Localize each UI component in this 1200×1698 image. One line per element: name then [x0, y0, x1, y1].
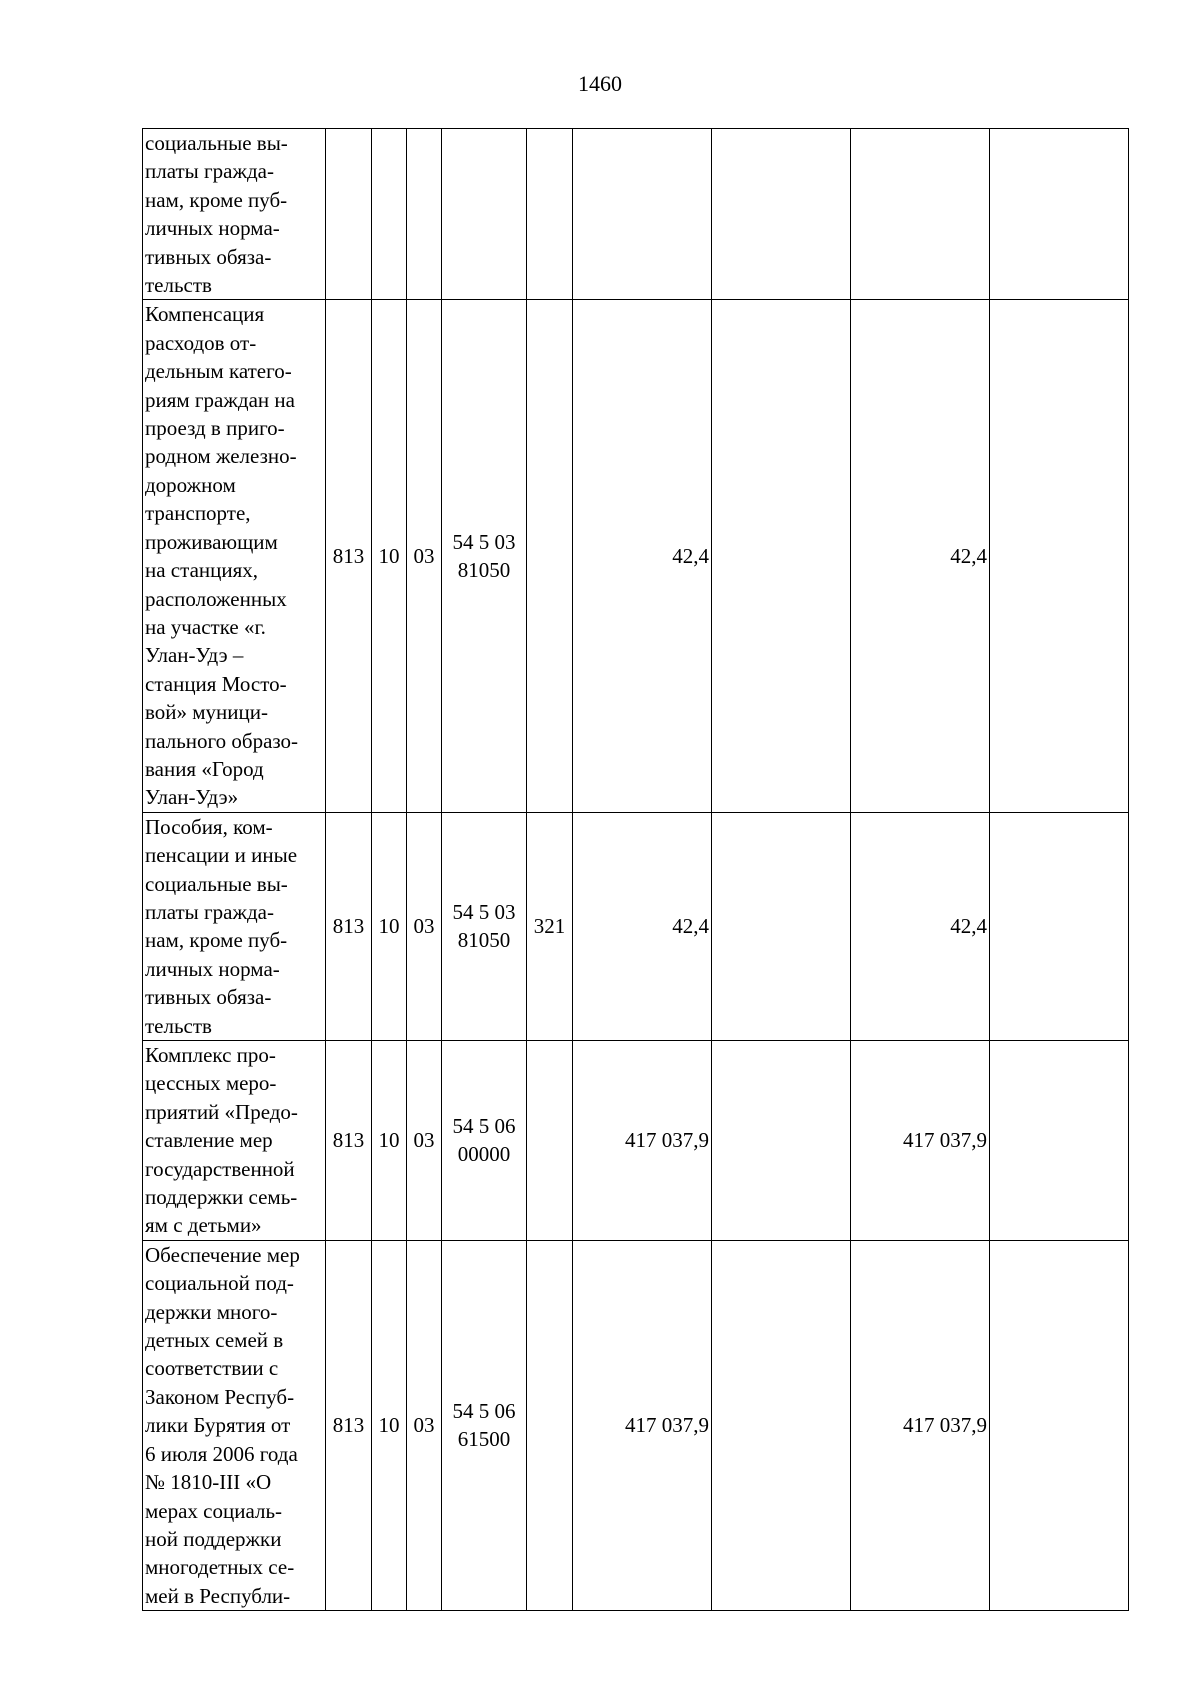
pr-cell: [407, 129, 442, 300]
row-name-line: многодетных се-: [145, 1555, 295, 1580]
row-name-line: мей в Республи-: [145, 1583, 291, 1608]
row-name-cell: [143, 1041, 326, 1241]
row-name-line: проезд в приго-: [145, 416, 285, 441]
row-name-line: нам, кроме пуб-: [145, 928, 288, 953]
row-name-line: дорожном: [145, 472, 236, 497]
amount-1-cell: 417 037,9: [573, 1240, 712, 1610]
amount-3-cell: [851, 129, 990, 300]
row-name-line: приятий «Предо-: [145, 1099, 298, 1124]
rz-cell: 10: [372, 300, 407, 812]
rz-cell: 10: [372, 1041, 407, 1241]
table-row: [143, 1240, 1129, 1610]
csr-cell: [442, 300, 527, 812]
vr-cell: [527, 300, 573, 812]
amount-4-cell: [990, 1041, 1129, 1241]
amount-3-cell: 417 037,9: [851, 1240, 990, 1610]
amount-3-cell: 42,4: [851, 300, 990, 812]
row-name-line: на станциях,: [145, 558, 259, 583]
amount-3-cell: 42,4: [851, 812, 990, 1040]
amount-1-cell: 42,4: [573, 300, 712, 812]
csr-part-2: 81050: [457, 928, 511, 953]
row-name-line: на участке «г.: [145, 614, 266, 639]
row-name-line: Законом Респуб-: [145, 1384, 295, 1409]
page-number: 1460: [578, 71, 622, 96]
vr-cell: [527, 129, 573, 300]
grbs-cell: 813: [326, 812, 372, 1040]
row-name-line: тельств: [145, 273, 212, 298]
row-name-line: государственной: [145, 1156, 295, 1181]
row-name-line: мерах социаль-: [145, 1498, 283, 1523]
amount-2-cell: [712, 1041, 851, 1241]
pr-cell: 03: [407, 300, 442, 812]
row-name-line: пального образо-: [145, 728, 299, 753]
row-name-line: тивных обяза-: [145, 244, 272, 269]
row-name-line: ям с детьми»: [145, 1213, 262, 1238]
csr-part-1: 54 5 06: [452, 1114, 516, 1139]
csr-cell: [442, 1041, 527, 1241]
table-row: [143, 300, 1129, 812]
amount-1-cell: 42,4: [573, 812, 712, 1040]
row-name-line: держки много-: [145, 1299, 278, 1324]
amount-4-cell: [990, 1240, 1129, 1610]
row-name-line: цессных меро-: [145, 1071, 277, 1096]
row-name-line: соответствии с: [145, 1356, 279, 1381]
table-row: [143, 812, 1129, 1040]
pr-cell: 03: [407, 1240, 442, 1610]
row-name-line: платы гражда-: [145, 899, 274, 924]
row-name-line: расходов от-: [145, 330, 257, 355]
grbs-cell: [326, 129, 372, 300]
csr-part-2: 00000: [457, 1142, 511, 1167]
amount-4-cell: [990, 300, 1129, 812]
csr-part-1: 54 5 03: [452, 900, 516, 925]
row-name-line: транспорте,: [145, 501, 251, 526]
row-name-line: вания «Город: [145, 756, 264, 781]
row-name-cell: [143, 812, 326, 1040]
row-name-line: социальные вы-: [145, 131, 288, 155]
row-name-line: 6 июля 2006 года: [145, 1441, 298, 1466]
amount-3-cell: 417 037,9: [851, 1041, 990, 1241]
row-name-cell: [143, 1240, 326, 1610]
vr-cell: 321: [527, 812, 573, 1040]
pr-cell: 03: [407, 1041, 442, 1241]
row-name-line: вой» муници-: [145, 700, 268, 725]
amount-2-cell: [712, 300, 851, 812]
row-name-line: платы гражда-: [145, 159, 274, 184]
row-name-line: проживающим: [145, 529, 278, 554]
row-name-line: Обеспечение мер: [145, 1242, 300, 1267]
amount-4-cell: [990, 812, 1129, 1040]
amount-2-cell: [712, 812, 851, 1040]
grbs-cell: 813: [326, 1240, 372, 1610]
row-name-line: дельным катего-: [145, 359, 292, 384]
csr-part-1: 54 5 06: [452, 1399, 516, 1424]
row-name-line: личных норма-: [145, 216, 280, 241]
csr-part-1: 54 5 03: [452, 530, 516, 555]
row-name-line: Улан-Удэ –: [145, 643, 244, 668]
row-name-line: Пособия, ком-: [145, 814, 273, 839]
row-name-line: родном железно-: [145, 444, 297, 469]
row-name-line: Комплекс про-: [145, 1043, 276, 1067]
row-name-line: тельств: [145, 1013, 212, 1038]
table-body: [143, 129, 1129, 1611]
row-name-cell: [143, 129, 326, 300]
row-name-line: станция Мосто-: [145, 671, 287, 696]
row-name-line: расположенных: [145, 586, 287, 611]
row-name-cell: [143, 300, 326, 812]
grbs-cell: 813: [326, 1041, 372, 1241]
pr-cell: 03: [407, 812, 442, 1040]
row-name-line: ставление мер: [145, 1128, 273, 1153]
row-name-line: Компенсация: [145, 302, 265, 327]
rz-cell: [372, 129, 407, 300]
vr-cell: [527, 1041, 573, 1241]
row-name-line: риям граждан на: [145, 387, 295, 412]
amount-2-cell: [712, 129, 851, 300]
row-name-line: пенсации и иные: [145, 843, 298, 868]
csr-part-2: 61500: [457, 1427, 511, 1452]
rz-cell: 10: [372, 1240, 407, 1610]
budget-table: [142, 128, 1129, 1611]
row-name-line: нам, кроме пуб-: [145, 187, 288, 212]
grbs-cell: 813: [326, 300, 372, 812]
row-name-line: Улан-Удэ»: [145, 785, 239, 810]
csr-part-2: 81050: [457, 558, 511, 583]
row-name-line: социальные вы-: [145, 871, 288, 896]
row-name-line: тивных обяза-: [145, 985, 272, 1010]
vr-cell: [527, 1240, 573, 1610]
csr-cell: [442, 812, 527, 1040]
row-name-line: лики Бурятия от: [145, 1413, 291, 1438]
amount-1-cell: [573, 129, 712, 300]
rz-cell: 10: [372, 812, 407, 1040]
row-name-line: поддержки семь-: [145, 1185, 298, 1210]
row-name-line: № 1810-III «О: [145, 1470, 272, 1495]
row-name-line: личных норма-: [145, 956, 280, 981]
row-name-line: ной поддержки: [145, 1526, 282, 1551]
amount-1-cell: 417 037,9: [573, 1041, 712, 1241]
csr-cell: [442, 129, 527, 300]
csr-cell: [442, 1240, 527, 1610]
table-row: [143, 129, 1129, 300]
row-name-line: социальной под-: [145, 1271, 294, 1296]
table-row: [143, 1041, 1129, 1241]
amount-2-cell: [712, 1240, 851, 1610]
row-name-line: детных семей в: [145, 1328, 284, 1353]
amount-4-cell: [990, 129, 1129, 300]
